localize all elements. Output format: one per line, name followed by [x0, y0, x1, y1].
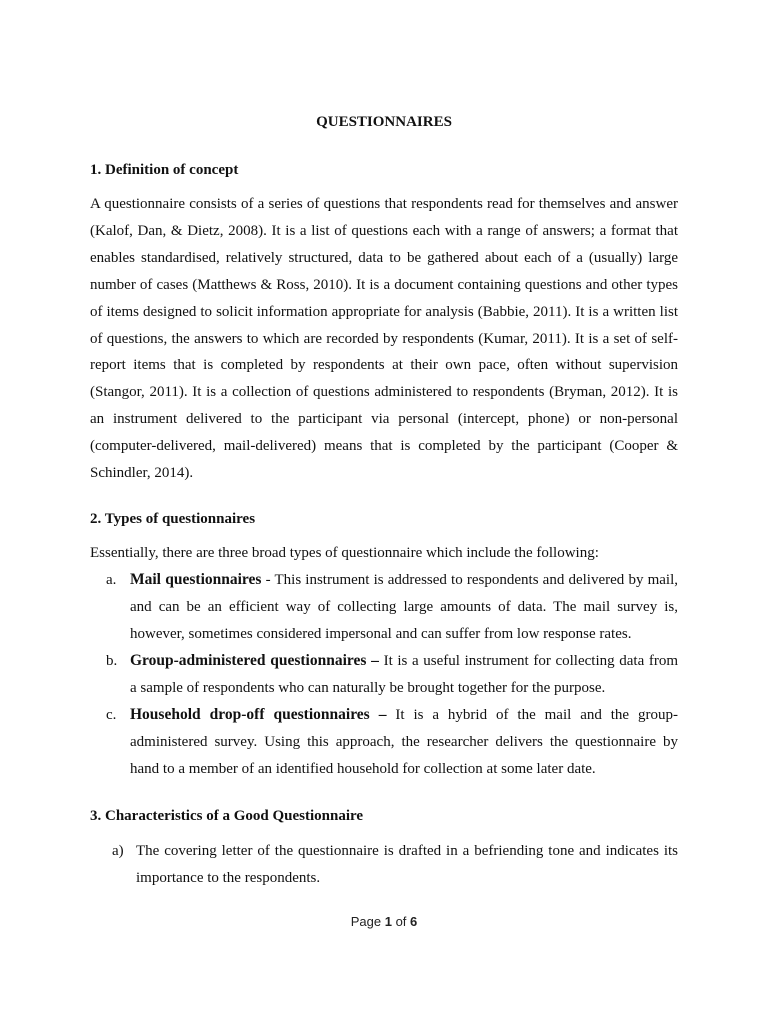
- current-page-number: 1: [384, 914, 392, 929]
- page-label: Page: [350, 914, 382, 929]
- page-footer: [0, 913, 768, 931]
- types-intro-paragraph: Essentially, there are three broad types of questionnaire which include the following:: [90, 545, 599, 561]
- list-text: The covering letter of the questionnaire is drafted in a befriending tone and indicates its importance to the respondents.: [136, 843, 678, 886]
- list-term: Household drop-off questionnaires –: [130, 706, 387, 723]
- characteristics-list: [90, 838, 678, 892]
- types-list: [90, 567, 678, 783]
- list-marker: b.: [106, 653, 118, 669]
- list-separator: -: [261, 572, 275, 588]
- list-text: It is a useful instrument for collecting data from a sample of respondents who can naturally be brought together for the purpose.: [130, 653, 679, 696]
- list-marker: a): [112, 843, 124, 859]
- list-term: Group-administered questionnaires –: [130, 652, 379, 669]
- total-pages-number: 6: [410, 914, 418, 929]
- of-label: of: [395, 914, 407, 929]
- list-item: [90, 567, 678, 648]
- section-heading-characteristics: 3. Characteristics of a Good Questionnaire: [90, 808, 364, 824]
- list-text: This instrument is addressed to respondents and delivered by mail, and can be an efficient way of collecting large amounts of data. The mail survey is, however, sometimes considered impersonal and can suffer from low response rates.: [130, 572, 678, 642]
- section-heading-definition: 1. Definition of concept: [90, 162, 239, 178]
- list-text: It is a hybrid of the mail and the group-administered survey. Using this approach, the researcher delivers the questionnaire by hand to a member of an identified household for collection at some later date.: [130, 707, 678, 777]
- document-title: QUESTIONNAIRES: [316, 114, 452, 130]
- list-item: [90, 648, 678, 702]
- list-item: [90, 838, 678, 892]
- list-marker: c.: [106, 707, 117, 723]
- list-item: [90, 702, 678, 783]
- definition-paragraph: A questionnaire consists of a series of questions that respondents read for themselves and answer (Kalof, Dan, & Dietz, 2008). It is a list of questions each with a range of answers; a format that enables standardised, relatively structured, data to be gathered about each of a (usually) large number of cases (Matthews & Ross, 2010). It is a document containing questions and other types of items designed to solicit information appropriate for analysis (Babbie, 2011). It is a written list of questions, the answers to which are recorded by respondents (Kumar, 2011). It is a set of self-report items that is completed by respondents at their own pace, often without supervision (Stangor, 2011). It is a collection of questions administered to respondents (Bryman, 2012). It is an instrument delivered to the participant via personal (intercept, phone) or non-personal (computer-delivered, mail-delivered) means that is completed by the participant (Cooper & Schindler, 2014).: [90, 196, 678, 482]
- section-heading-types: 2. Types of questionnaires: [90, 511, 256, 527]
- list-marker: a.: [106, 572, 117, 588]
- list-term: Mail questionnaires: [130, 571, 262, 588]
